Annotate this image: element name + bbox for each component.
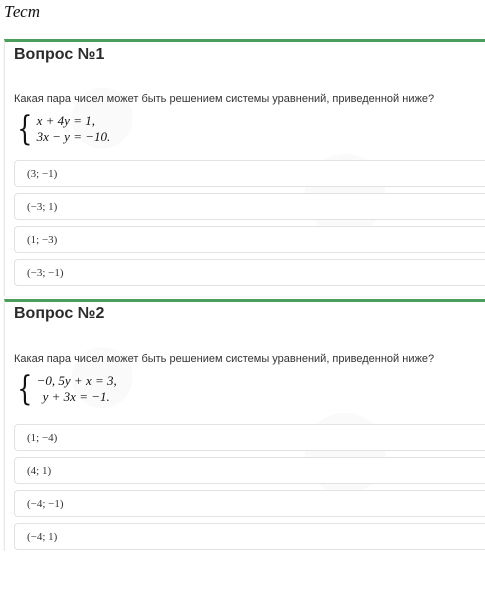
equation-line: y + 3x = −1. — [42, 389, 110, 404]
question-card-1 — [4, 39, 485, 296]
answer-option[interactable]: (−4; 1) — [14, 523, 485, 550]
brace-icon: { — [17, 369, 33, 409]
question-title: Вопрос №1 — [14, 46, 105, 63]
equation-system — [14, 369, 117, 409]
answer-option[interactable]: (3; −1) — [14, 160, 485, 187]
question-text: Какая пара чисел может быть решением системы уравнений, приведенной ниже? — [14, 353, 435, 365]
equation-line: −0, 5y + x = 3, — [36, 373, 117, 388]
question-text: Какая пара чисел может быть решением системы уравнений, приведенной ниже? — [14, 93, 435, 105]
equation-line: x + 4y = 1, — [36, 113, 95, 128]
question-title: Вопрос №2 — [14, 305, 105, 322]
question-card-2 — [4, 299, 485, 554]
answer-option[interactable]: (−3; 1) — [14, 193, 485, 220]
answer-option[interactable]: (−4; −1) — [14, 490, 485, 517]
page-background — [0, 551, 485, 615]
answer-options — [14, 160, 485, 292]
answer-option[interactable]: (4; 1) — [14, 457, 485, 484]
brace-icon: { — [17, 109, 33, 149]
answer-option[interactable]: (1; −4) — [14, 424, 485, 451]
answer-option[interactable]: (−3; −1) — [14, 259, 485, 286]
page-title: Тест — [4, 2, 40, 21]
equation-line: 3x − y = −10. — [36, 129, 111, 144]
answer-option[interactable]: (1; −3) — [14, 226, 485, 253]
answer-options — [14, 424, 485, 556]
equation-system — [14, 109, 111, 149]
